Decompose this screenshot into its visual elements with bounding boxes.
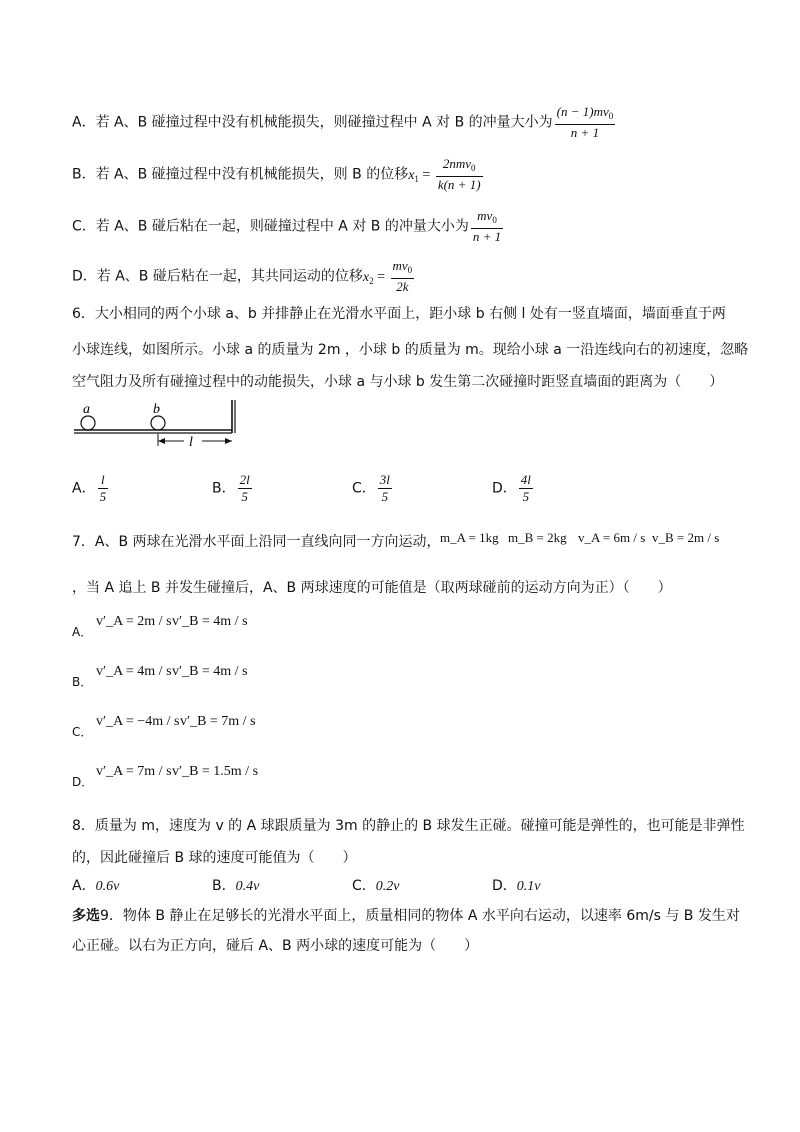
distance-l-label: l bbox=[189, 435, 193, 448]
fraction: $\frac{mv_0}{n + 1}$ bbox=[472, 208, 502, 244]
fraction: $\frac{mv_0}{2k}$ bbox=[392, 258, 413, 294]
q5-option-a: A．若 A、B 碰撞过程中没有机械能损失，则碰撞过程中 A 对 B 的冲量大小为 $\frac{(n - 1)mv_0}{n + 1}$ bbox=[72, 104, 614, 140]
q5-option-c: C．若 A、B 碰后粘在一起，则碰撞过程中 A 对 B 的冲量大小为 $\frac{mv_0}{n + 1}$ bbox=[72, 208, 502, 244]
fraction: $\frac{2nmv_0}{k(n + 1)}$ bbox=[437, 156, 481, 192]
q5-option-b: B．若 A、B 碰撞过程中没有机械能损失，则 B 的位移$x_1$ = $\frac{2nmv_0}{k(n + 1)}$ bbox=[72, 156, 481, 192]
q9-line-2: 心正碰。以右为正方向，碰后 A、B 两小球的速度可能为（ ） bbox=[72, 938, 479, 954]
ball-a bbox=[81, 416, 95, 430]
fraction: $\frac{(n - 1)mv_0}{n + 1}$ bbox=[556, 104, 614, 140]
multi-select-tag: 多选 bbox=[72, 908, 100, 924]
q9-line-1: 多选9．物体 B 静止在足够长的光滑水平面上，质量相同的物体 A 水平向右运动，以速率 6m/s 与 B 发生对 bbox=[72, 908, 740, 924]
q8-line-2: 的，因此碰撞后 B 球的速度可能值为（ ） bbox=[72, 850, 357, 866]
q6-line-1: 6．大小相同的两个小球 a、b 并排静止在光滑水平面上，距小球 b 右侧 l 处有一竖直墙面，墙面垂直于两 bbox=[72, 306, 726, 322]
q6-line-2: 小球连线，如图所示。小球 a 的质量为 2m ，小球 b 的质量为 m。现给小球 a 一沿连线向右的初速度，忽略 bbox=[72, 342, 749, 358]
q6-line-3: 空气阻力及所有碰撞过程中的动能损失，小球 a 与小球 b 发生第二次碰撞时距竖直墙面的距离为（ ） bbox=[72, 374, 724, 390]
q7-line-2: ，当 A 追上 B 并发生碰撞后，A、B 两球速度的可能值是（取两球碰前的运动方向为正）（ ） bbox=[72, 580, 672, 596]
ball-b-label: b bbox=[153, 402, 160, 417]
ball-b bbox=[151, 416, 165, 430]
q6-figure bbox=[72, 398, 252, 448]
q5-option-d: D．若 A、B 碰后粘在一起，其共同运动的位移$x_2$ = $\frac{mv_0}{2k}$ bbox=[72, 258, 413, 294]
q7-line-1: 7．A、B 两球在光滑水平面上沿同一直线向同一方向运动， bbox=[72, 534, 441, 550]
q8-line-1: 8．质量为 m，速度为 v 的 A 球跟质量为 3m 的静止的 B 球发生正碰。碰撞可能是弹性的，也可能是非弹性 bbox=[72, 818, 745, 834]
ball-a-label: a bbox=[83, 402, 90, 417]
